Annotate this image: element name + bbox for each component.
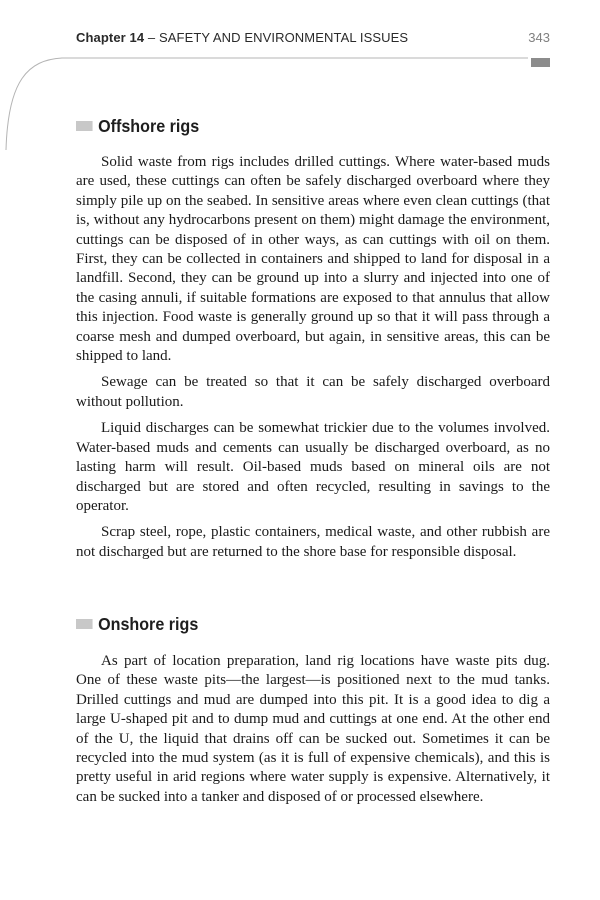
section-body-offshore xyxy=(76,153,550,562)
paragraph: Liquid discharges can be somewhat trickier due to the volumes involved. Water-based muds and cements can usually be discharged overboard, as no lasting harm will result. Oil-based muds based on mineral oils are not discharged but are stored and often recycled, resulting in savings to the operator. xyxy=(76,420,550,514)
running-header-title xyxy=(76,30,408,45)
chapter-separator: – xyxy=(147,30,156,45)
corner-tab xyxy=(531,58,550,67)
section-heading-onshore xyxy=(76,614,198,635)
paragraph: Scrap steel, rope, plastic containers, medical waste, and other rubbish are not discharged but are returned to the shore base for responsible disposal. xyxy=(76,524,550,560)
paragraph: As part of location preparation, land rig locations have waste pits dug. One of these waste pits—the largest—is positioned next to the mud tanks. Drilled cuttings and mud are dumped into this pit. It is a good idea to dig a large U-shaped pit and to dump mud and cuttings at one end. At the other end of the U, the liquid that drains off can be sucked out. Sometimes it can be recycled into the mud system (as it is full of expensive chemicals), and this is pretty useful in arid regions where water supply is expensive. Alternatively, it can be sucked into a tanker and disposed of or processed elsewhere. xyxy=(76,653,550,805)
running-header xyxy=(76,30,550,50)
section-body-onshore xyxy=(76,652,550,807)
chapter-label: Chapter 14 xyxy=(76,30,145,45)
heading-marker xyxy=(76,619,93,629)
section-heading-text: Onshore rigs xyxy=(98,614,199,634)
section-heading-offshore xyxy=(76,116,199,137)
chapter-title: SAFETY AND ENVIRONMENTAL ISSUES xyxy=(158,30,409,45)
paragraph: Solid waste from rigs includes drilled cuttings. Where water-based muds are used, these cuttings can often be safely discharged overboard where they simply pile up on the seabed. In sensitive areas where even clean cuttings (that is, without any hydrocarbons present on them) might damage the environment, cuttings can be disposed of in other ways, as can cuttings with oil on them. First, they can be collected in containers and shipped to land for disposal in a landfill. Second, they can be ground up into a slurry and injected into one of the casing annuli, if suitable formations are exposed to that annulus that allow this injection. Food waste is generally ground up so that it will pass through a coarse mesh and dumped overboard, but again, in sensitive areas, this can be shipped to land. xyxy=(76,154,550,365)
paragraph: Sewage can be treated so that it can be safely discharged overboard without pollution. xyxy=(76,374,550,410)
section-heading-text: Offshore rigs xyxy=(98,116,200,136)
page-number: 343 xyxy=(528,30,550,45)
heading-marker xyxy=(76,121,93,131)
